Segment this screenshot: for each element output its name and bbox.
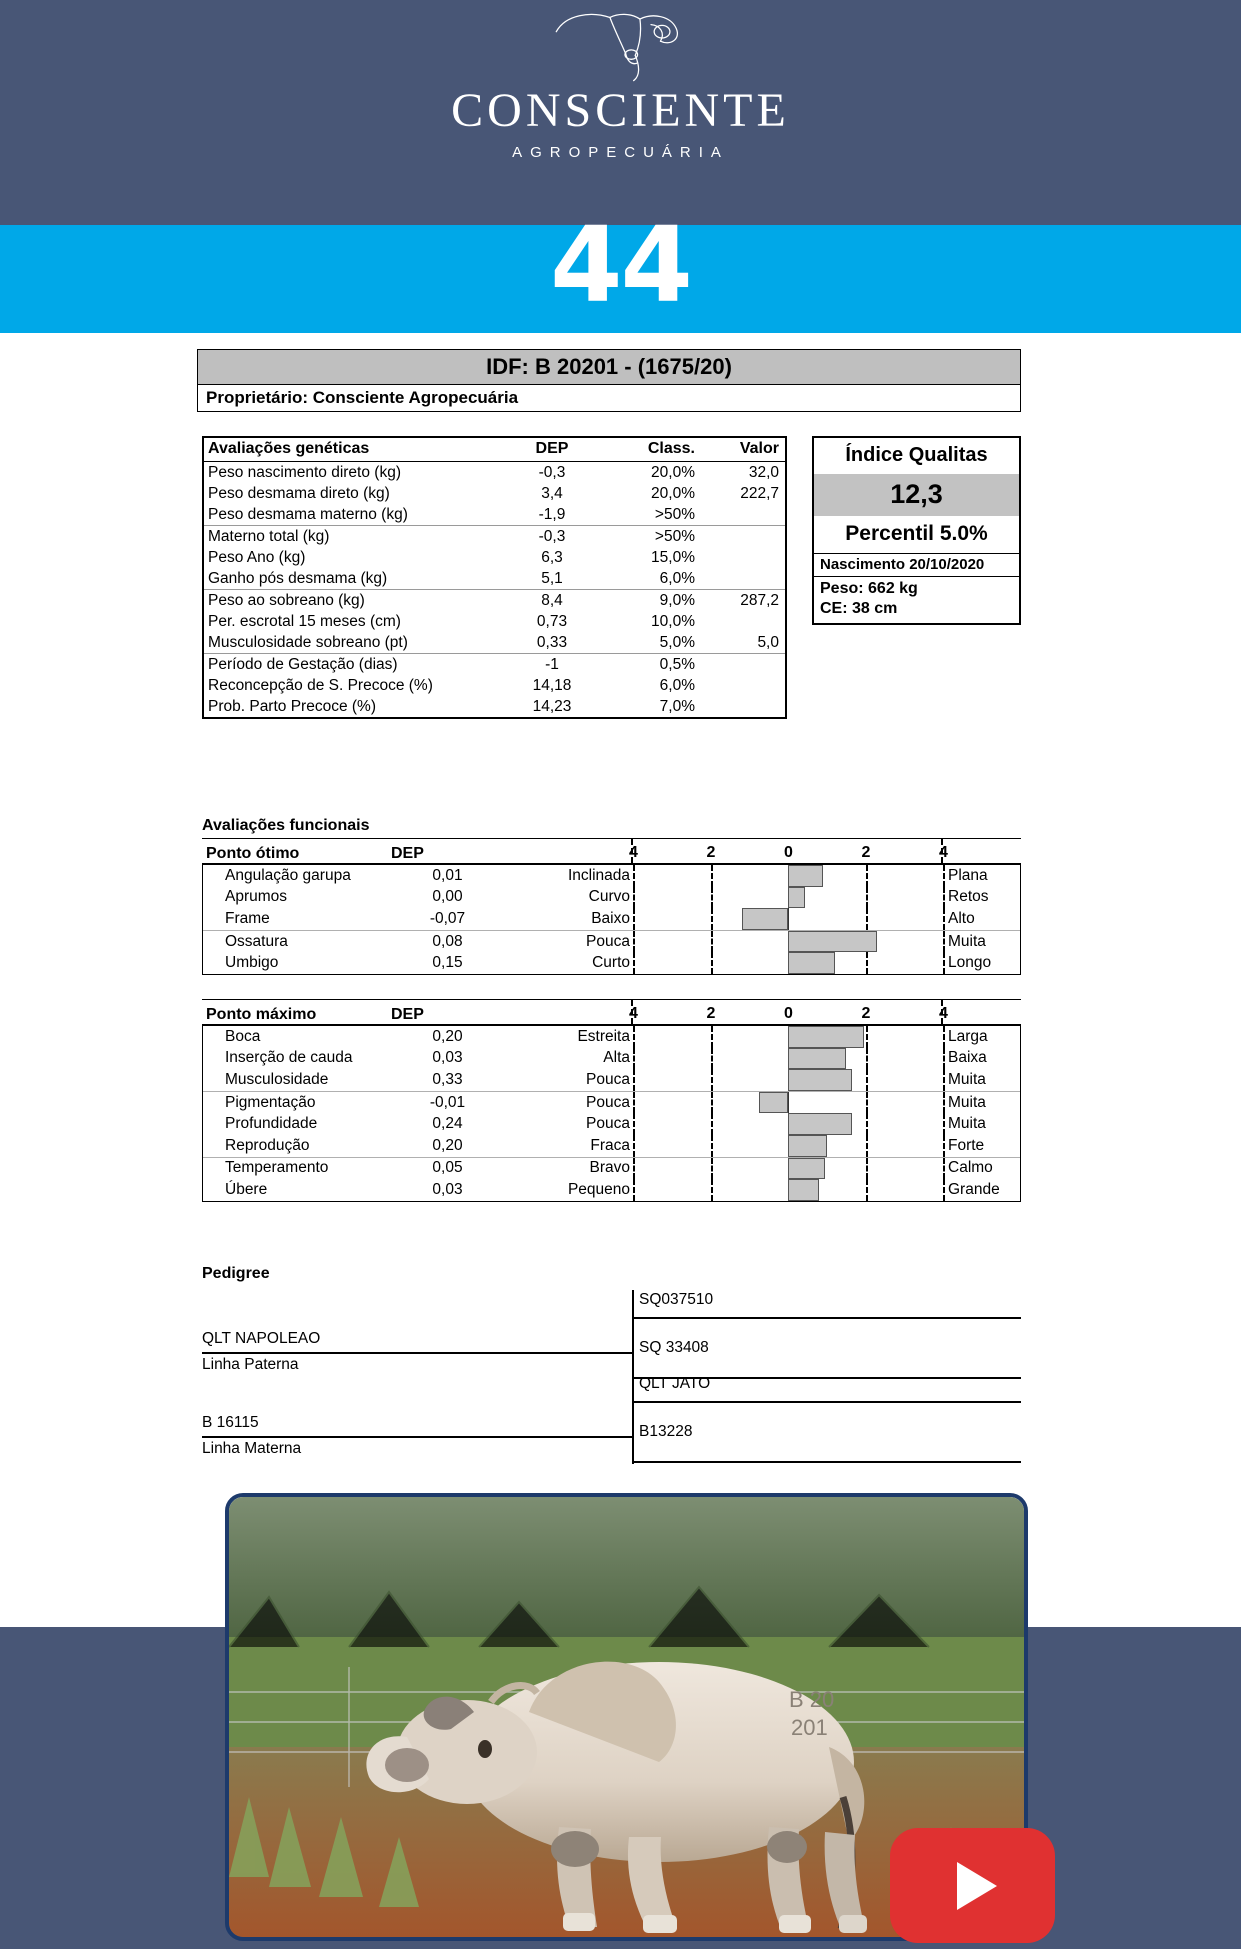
- axis-boundary-dash: [633, 1135, 635, 1157]
- functional-high-label: Muita: [948, 1070, 986, 1088]
- axis-gridline-dash: [866, 1113, 868, 1135]
- bull-head-logo-icon: [541, 8, 701, 83]
- axis-zero-line: [788, 1092, 789, 1114]
- axis-gridline-dash: [866, 1179, 868, 1201]
- logo-block: [0, 8, 1241, 161]
- table-row: [204, 462, 785, 484]
- col-valor: Valor: [705, 438, 785, 462]
- functional-low-label: Alta: [603, 1049, 630, 1067]
- axis-tick-label: 0: [784, 844, 793, 861]
- sire-bracket: [632, 1290, 634, 1380]
- cell-valor: [705, 696, 785, 717]
- axis-gridline-dash: [711, 1179, 713, 1201]
- axis-boundary-dash: [943, 1092, 945, 1114]
- axis-gridline-dash: [711, 908, 713, 930]
- functional-rows: [202, 1026, 1021, 1202]
- col-class: Class.: [601, 438, 705, 462]
- axis-boundary-dash: [633, 1179, 635, 1201]
- functional-high-label: Muita: [948, 1115, 986, 1133]
- axis-boundary-dash: [631, 839, 633, 863]
- functional-bar-plot: [633, 1135, 943, 1157]
- cell-class: 9,0%: [601, 590, 705, 612]
- axis-boundary-dash: [943, 887, 945, 909]
- functional-row: [203, 1026, 1020, 1048]
- idf-title: IDF: B 20201 - (1675/20): [197, 349, 1021, 385]
- table-row: [204, 483, 785, 504]
- axis-gridline-dash: [711, 1135, 713, 1157]
- axis-tick-label: 4: [939, 1005, 948, 1022]
- sire-line-label: Linha Paterna: [202, 1356, 299, 1373]
- functional-row: [203, 908, 1020, 930]
- axis-gridline-dash: [711, 1158, 713, 1180]
- functional-row: [203, 865, 1020, 887]
- cell-trait: Peso desmama direto (kg): [208, 484, 390, 502]
- functional-dep-value: 0,00: [432, 888, 463, 906]
- functional-trait-name: Ossatura: [225, 932, 288, 950]
- functional-bar-plot: [633, 1179, 943, 1201]
- functional-dep-value: 0,20: [432, 1136, 463, 1154]
- axis-gridline-dash: [711, 1069, 713, 1091]
- functional-high-label: Calmo: [948, 1159, 993, 1177]
- functional-section-title: Avaliações funcionais: [202, 817, 370, 834]
- axis-boundary-dash: [633, 1048, 635, 1070]
- functional-high-label: Retos: [948, 888, 989, 906]
- table-row: [204, 504, 785, 526]
- functional-bar-plot: [633, 952, 943, 974]
- functional-dep-header: DEP: [391, 845, 424, 862]
- functional-header-row: [202, 838, 1021, 865]
- dam-name: B 16115: [202, 1414, 259, 1431]
- functional-dep-value: 0,20: [432, 1027, 463, 1045]
- cell-class: 6,0%: [659, 569, 695, 587]
- table-row: [204, 675, 785, 696]
- axis-boundary-dash: [943, 952, 945, 974]
- functional-trait-name: Aprumos: [225, 888, 288, 906]
- axis-gridline-dash: [866, 887, 868, 909]
- axis-gridline-dash: [866, 1048, 868, 1070]
- cell-trait: Período de Gestação (dias): [204, 654, 503, 676]
- axis-boundary-dash: [633, 931, 635, 953]
- functional-block-title: Ponto ótimo: [206, 845, 300, 862]
- axis-gridline-dash: [866, 1069, 868, 1091]
- functional-dep-value: 0,15: [432, 954, 463, 972]
- axis-boundary-dash: [943, 1158, 945, 1180]
- lot-number-band: [0, 204, 1241, 333]
- axis-gridline-dash: [866, 1158, 868, 1180]
- functional-bar-plot: [633, 1048, 943, 1070]
- functional-bar: [788, 865, 823, 887]
- axis-gridline-dash: [711, 1026, 713, 1048]
- cell-valor: 5,0: [757, 633, 779, 651]
- functional-dep-value: -0,07: [429, 909, 466, 927]
- functional-low-label: Curvo: [588, 888, 630, 906]
- functional-high-label: Longo: [948, 954, 992, 972]
- cell-valor: 287,2: [705, 590, 785, 612]
- brand-name: CONSCIENTE: [451, 84, 790, 137]
- pedigree-tree: [202, 1280, 1021, 1457]
- functional-bar-plot: [633, 1158, 943, 1180]
- functional-dep-value: 0,33: [432, 1070, 463, 1088]
- functional-row: [203, 1135, 1020, 1157]
- functional-high-label: Larga: [948, 1027, 988, 1045]
- axis-boundary-dash: [943, 1069, 945, 1091]
- axis-gridline-dash: [866, 908, 868, 930]
- functional-low-label: Estreita: [577, 1027, 630, 1045]
- functional-dep-value: 0,03: [432, 1180, 463, 1198]
- functional-trait-name: Inserção de cauda: [225, 1049, 353, 1067]
- functional-row: [203, 1113, 1020, 1135]
- sire-divider: [202, 1352, 634, 1354]
- functional-row: [203, 952, 1020, 974]
- cell-trait: Materno total (kg): [204, 526, 503, 548]
- qualitas-percentile: Percentil 5.0%: [814, 516, 1019, 554]
- axis-boundary-dash: [943, 1179, 945, 1201]
- functional-high-label: Grande: [948, 1180, 1000, 1198]
- functional-bar: [788, 1048, 846, 1070]
- brand-subtitle: AGROPECUÁRIA: [512, 144, 729, 161]
- axis-boundary-dash: [941, 1000, 943, 1024]
- axis-boundary-dash: [943, 1135, 945, 1157]
- functional-dep-header: DEP: [391, 1006, 424, 1023]
- axis-boundary-dash: [633, 1026, 635, 1048]
- functional-trait-name: Reprodução: [225, 1136, 310, 1154]
- cell-trait: Musculosidade sobreano (pt): [208, 633, 408, 651]
- cell-valor: [705, 675, 785, 696]
- functional-dep-value: 0,01: [432, 866, 463, 884]
- col-dep: DEP: [503, 438, 601, 462]
- functional-block-ponto-otimo: [202, 838, 1021, 975]
- functional-row: [203, 1179, 1020, 1201]
- functional-high-label: Forte: [948, 1136, 985, 1154]
- functional-bar-plot: [633, 1069, 943, 1091]
- functional-bar: [788, 1069, 852, 1091]
- sire-name: QLT NAPOLEAO: [202, 1330, 321, 1347]
- cell-valor: [705, 526, 785, 548]
- cell-dep: 8,4: [503, 590, 601, 612]
- axis-boundary-dash: [943, 908, 945, 930]
- cell-dep: -1: [503, 654, 601, 676]
- axis-tick-label: 2: [706, 844, 716, 861]
- axis-zero-line: [788, 908, 789, 930]
- axis-tick-label: 2: [861, 1005, 871, 1022]
- pedigree-title: Pedigree: [202, 1265, 270, 1282]
- axis-gridline-dash: [866, 1092, 868, 1114]
- animal-measurements: [814, 577, 1019, 623]
- axis-boundary-dash: [633, 908, 635, 930]
- cell-trait: Per. escrotal 15 meses (cm): [208, 612, 401, 630]
- cell-class: 7,0%: [659, 697, 695, 715]
- table-row: [204, 547, 785, 568]
- axis-boundary-dash: [633, 952, 635, 974]
- axis-tick-label: 4: [939, 844, 948, 861]
- functional-dep-value: 0,05: [432, 1159, 463, 1177]
- functional-header-row: [202, 999, 1021, 1026]
- cell-valor: [705, 611, 785, 632]
- cell-dep: -0,3: [503, 526, 601, 548]
- functional-block-title: Ponto máximo: [206, 1006, 317, 1023]
- cell-dep: -1,9: [538, 505, 566, 523]
- owner-label: Proprietário: Consciente Agropecuária: [197, 385, 1021, 412]
- axis-boundary-dash: [943, 931, 945, 953]
- qualitas-value: 12,3: [814, 474, 1019, 516]
- functional-trait-name: Temperamento: [225, 1159, 329, 1177]
- cell-class: 0,5%: [601, 654, 705, 676]
- functional-high-label: Muita: [948, 1093, 986, 1111]
- cell-trait: Peso nascimento direto (kg): [208, 463, 401, 481]
- functional-bar: [788, 1026, 864, 1048]
- col-trait: Avaliações genéticas: [204, 438, 503, 462]
- ce-value: CE: 38 cm: [820, 600, 898, 617]
- functional-trait-name: Úbere: [225, 1180, 268, 1198]
- axis-gridline-dash: [866, 1026, 868, 1048]
- cell-valor: 32,0: [748, 463, 779, 481]
- functional-bar-plot: [633, 865, 943, 887]
- genetic-evaluations-table: [202, 436, 787, 719]
- functional-row: [203, 1048, 1020, 1070]
- cell-dep: 6,3: [541, 548, 563, 566]
- axis-gridline-dash: [711, 1048, 713, 1070]
- axis-boundary-dash: [943, 1026, 945, 1048]
- dam-dam-divider: [632, 1461, 1021, 1463]
- functional-row: [203, 887, 1020, 909]
- axis-gridline-dash: [711, 887, 713, 909]
- cell-dep: 14,18: [532, 676, 572, 694]
- table-row: [204, 526, 785, 548]
- table-row: [204, 654, 785, 676]
- functional-high-label: Muita: [948, 932, 986, 950]
- functional-dep-value: -0,01: [429, 1093, 466, 1111]
- dam-divider: [202, 1436, 634, 1438]
- cell-valor: 222,7: [740, 484, 779, 502]
- functional-low-label: Fraca: [590, 1136, 630, 1154]
- svg-text:201: 201: [791, 1715, 828, 1740]
- functional-block-ponto-maximo: [202, 999, 1021, 1202]
- functional-bar: [742, 908, 789, 930]
- functional-dep-value: 0,08: [432, 932, 463, 950]
- functional-bar: [788, 887, 805, 909]
- cell-class: 15,0%: [651, 548, 695, 566]
- functional-bar: [788, 952, 835, 974]
- functional-bar-plot: [633, 908, 943, 930]
- axis-gridline-dash: [866, 1135, 868, 1157]
- functional-low-label: Pouca: [586, 932, 630, 950]
- functional-dep-value: 0,03: [432, 1049, 463, 1067]
- cell-dep: 14,23: [532, 697, 572, 715]
- axis-gridline-dash: [711, 931, 713, 953]
- functional-row: [203, 1157, 1020, 1180]
- cell-valor: [705, 547, 785, 568]
- functional-low-label: Pouca: [586, 1070, 630, 1088]
- cell-class: >50%: [601, 526, 705, 548]
- cell-class: 5,0%: [659, 633, 695, 651]
- table-row: [204, 696, 785, 717]
- functional-high-label: Alto: [948, 909, 975, 927]
- dam-dam: B13228: [639, 1423, 693, 1440]
- functional-bar: [759, 1092, 788, 1114]
- cell-class: 20,0%: [651, 484, 695, 502]
- functional-bar-plot: [633, 887, 943, 909]
- functional-low-label: Bravo: [589, 1159, 630, 1177]
- functional-trait-name: Pigmentação: [225, 1093, 316, 1111]
- functional-bar: [788, 931, 877, 953]
- svg-text:B 20: B 20: [789, 1687, 835, 1712]
- table-row: [204, 632, 785, 654]
- functional-row: [203, 1091, 1020, 1114]
- functional-trait-name: Boca: [225, 1027, 261, 1045]
- functional-low-label: Pequeno: [567, 1180, 630, 1198]
- axis-boundary-dash: [943, 1113, 945, 1135]
- functional-low-label: Pouca: [586, 1115, 630, 1133]
- axis-tick-label: 2: [706, 1005, 716, 1022]
- functional-row: [203, 930, 1020, 953]
- weight-value: Peso: 662 kg: [820, 580, 918, 597]
- cell-trait: Peso Ano (kg): [208, 548, 306, 566]
- functional-row: [203, 1069, 1020, 1091]
- axis-boundary-dash: [633, 1113, 635, 1135]
- cell-dep: 0,33: [536, 633, 568, 651]
- cell-dep: 3,4: [541, 484, 563, 502]
- qualitas-title: Índice Qualitas: [845, 444, 988, 466]
- axis-boundary-dash: [631, 1000, 633, 1024]
- functional-bar-plot: [633, 1113, 943, 1135]
- cell-valor: [705, 568, 785, 590]
- functional-rows: [202, 865, 1021, 975]
- sire-sire-divider: [632, 1317, 1021, 1319]
- birth-date: Nascimento 20/10/2020: [814, 554, 1019, 577]
- functional-trait-name: Umbigo: [225, 954, 279, 972]
- functional-dep-value: 0,24: [432, 1115, 463, 1133]
- functional-low-label: Curto: [592, 954, 630, 972]
- functional-bar: [788, 1158, 825, 1180]
- cell-trait: Peso desmama materno (kg): [208, 505, 408, 523]
- cell-valor: [705, 654, 785, 676]
- cell-trait: Prob. Parto Precoce (%): [208, 697, 376, 715]
- play-video-button[interactable]: [890, 1828, 1055, 1943]
- cell-class: 6,0%: [659, 676, 695, 694]
- table-row: [204, 590, 785, 612]
- dam-sire: QLT JATO: [639, 1375, 711, 1392]
- cell-class: >50%: [654, 505, 695, 523]
- axis-boundary-dash: [633, 1069, 635, 1091]
- axis-boundary-dash: [943, 865, 945, 887]
- functional-bar-plot: [633, 1026, 943, 1048]
- cell-trait: Peso ao sobreano (kg): [204, 590, 503, 612]
- axis-tick-label: 2: [861, 844, 871, 861]
- functional-trait-name: Frame: [225, 909, 270, 927]
- cell-class: 20,0%: [651, 463, 695, 481]
- table-row: [204, 611, 785, 632]
- sire-sire: SQ037510: [639, 1291, 714, 1308]
- axis-boundary-dash: [633, 865, 635, 887]
- dam-bracket: [632, 1374, 634, 1464]
- cell-valor: [705, 504, 785, 526]
- axis-gridline-dash: [711, 1113, 713, 1135]
- axis-gridline-dash: [711, 952, 713, 974]
- functional-bar: [788, 1179, 819, 1201]
- axis-gridline-dash: [866, 865, 868, 887]
- axis-gridline-dash: [711, 865, 713, 887]
- functional-low-label: Baixo: [591, 909, 630, 927]
- cell-dep: 5,1: [541, 569, 563, 587]
- lot-number: 44: [550, 204, 691, 326]
- brand-header: [0, 0, 1241, 225]
- axis-boundary-dash: [941, 839, 943, 863]
- functional-trait-name: Angulação garupa: [225, 866, 351, 884]
- table-row: [204, 568, 785, 590]
- dam-sire-divider: [632, 1401, 1021, 1403]
- functional-trait-name: Profundidade: [225, 1115, 318, 1133]
- functional-low-label: Inclinada: [567, 866, 630, 884]
- table-header-row: [204, 438, 785, 462]
- functional-high-label: Baixa: [948, 1049, 987, 1067]
- cell-class: 10,0%: [651, 612, 695, 630]
- axis-boundary-dash: [633, 1158, 635, 1180]
- sire-dam: SQ 33408: [639, 1339, 709, 1356]
- axis-gridline-dash: [866, 952, 868, 974]
- axis-boundary-dash: [943, 1048, 945, 1070]
- functional-bar-plot: [633, 1092, 943, 1114]
- cell-dep: 0,73: [536, 612, 568, 630]
- functional-high-label: Plana: [948, 866, 988, 884]
- qualitas-index-box: [812, 436, 1021, 625]
- cell-trait: Reconcepção de S. Precoce (%): [208, 676, 433, 694]
- axis-tick-label: 4: [629, 844, 638, 861]
- functional-axis-ticks: [631, 839, 1016, 863]
- functional-bar: [788, 1135, 827, 1157]
- axis-gridline-dash: [711, 1092, 713, 1114]
- axis-tick-label: 4: [629, 1005, 638, 1022]
- play-triangle-icon: [957, 1862, 997, 1910]
- axis-tick-label: 0: [784, 1005, 793, 1022]
- functional-axis-ticks: [631, 1000, 1016, 1024]
- dam-line-label: Linha Materna: [202, 1440, 302, 1457]
- cell-dep: -0,3: [538, 463, 566, 481]
- axis-boundary-dash: [633, 1092, 635, 1114]
- functional-bar: [788, 1113, 852, 1135]
- axis-boundary-dash: [633, 887, 635, 909]
- functional-bar-plot: [633, 931, 943, 953]
- functional-low-label: Pouca: [586, 1093, 630, 1111]
- cell-trait: Ganho pós desmama (kg): [208, 569, 388, 587]
- functional-trait-name: Musculosidade: [225, 1070, 329, 1088]
